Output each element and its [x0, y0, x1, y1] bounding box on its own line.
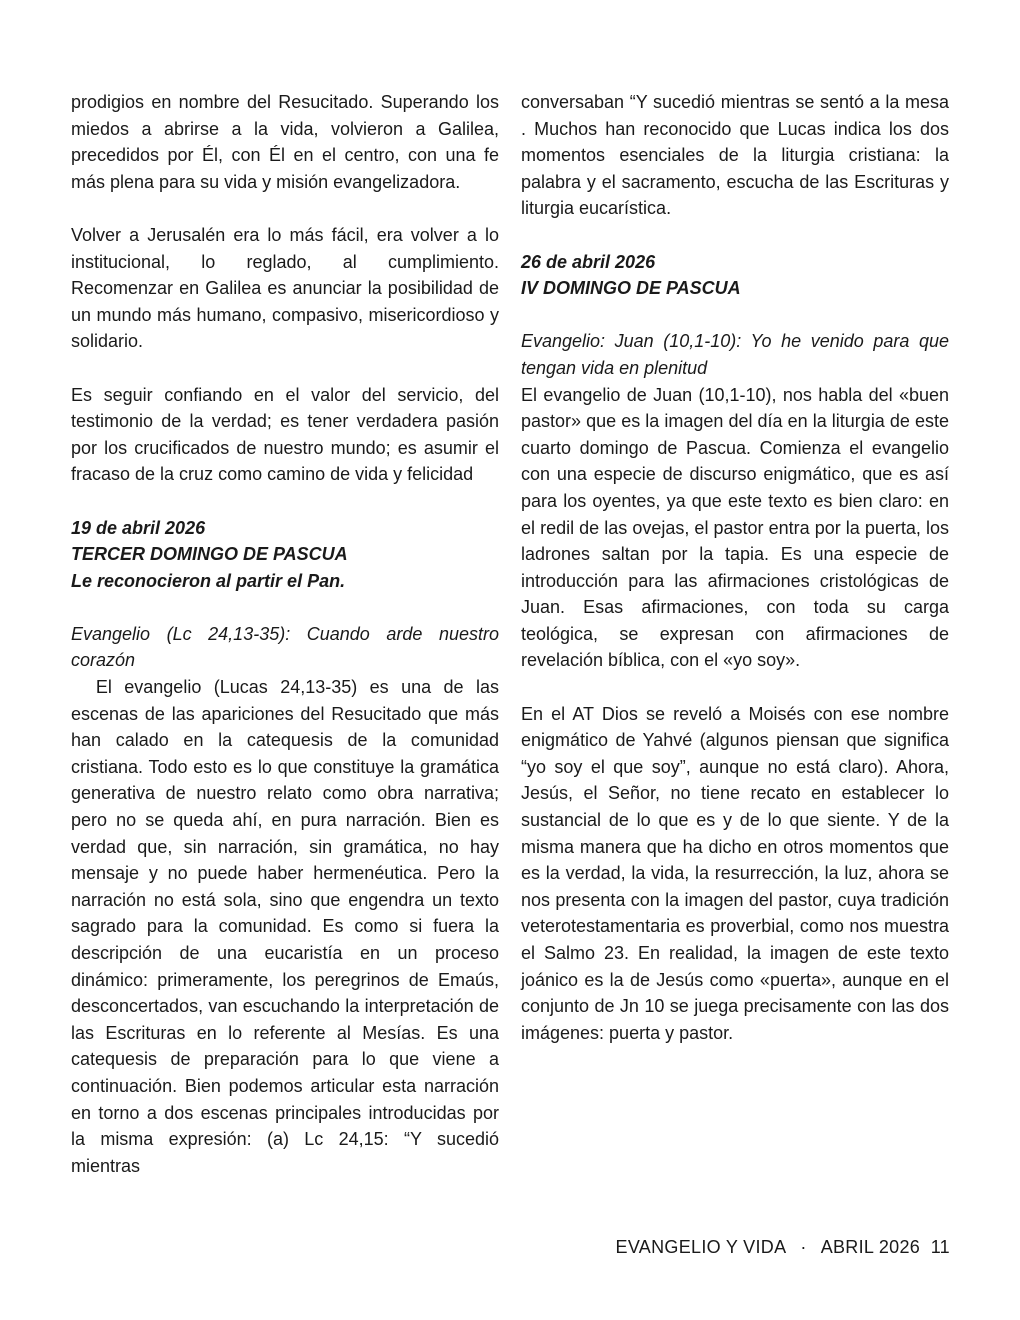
footer-separator: · [800, 1237, 807, 1257]
magazine-name: EVANGELIO Y VIDA [615, 1237, 787, 1257]
paragraph: En el AT Dios se reveló a Moisés con ese nombre enigmático de Yahvé (algunos piensan que significa “yo soy el que soy”, aunque no está claro). Ahora, Jesús, el Señor, no tiene recato en establecer lo sustancial de lo que es y de lo que siente. Y de la misma manera que ha dicho en otros momentos que es la verdad, la vida, la resurrección, la luz, ahora se nos presenta con la imagen del pastor, cuya tradición veterotestamentaria es proverbial, como nos muestra el Salmo 23. En realidad, la imagen de este texto joánico es la de Jesús como «puerta», aunque en el conjunto de Jn 10 se juega precisamente con las dos imágenes: puerta y pastor. [521, 703, 949, 1043]
gospel-reference: Evangelio (Lc 24,13-35): Cuando arde nuestro corazón [71, 623, 499, 671]
right-column [521, 89, 949, 1046]
gospel-reference: Evangelio: Juan (10,1-10): Yo he venido para que tengan vida en plenitud [521, 331, 949, 378]
page-footer [616, 1237, 950, 1258]
paragraph: Es seguir confiando en el valor del servicio, del testimonio de la verdad; es tener verdadera pasión por los crucificados de nuestro mundo; es asumir el fracaso de la cruz como camino de vida y felicidad [71, 384, 499, 485]
section-body: El evangelio (Lucas 24,13-35) es una de las escenas de las apariciones del Resucitado que más han calado en la catequesis de la comunidad cristiana. Todo esto es lo que constituye la gramática generativa de nuestro relato como obra narrativa; pero no se queda ahí, en pura narración. Bien es verdad que, sin narración, sin gramática, no hay mensaje y no puede haber hermenéutica. Pero la narración no está sola, sino que engendra un texto sagrado para la comunidad. Es como si fuera la descripción de una eucaristía en un proceso dinámico: primeramente, los peregrinos de Emaús, desconcertados, van escuchando la interpretación de las Escrituras en lo referente al Mesías. Es una catequesis de preparación para lo que viene a continuación. Bien podemos articular esta narración en torno a dos escenas principales introducidas por la misma expresión: (a) Lc 24,15: “Y sucedió mientras [71, 677, 499, 1176]
left-column [71, 89, 499, 1179]
section-title: IV DOMINGO DE PASCUA [521, 278, 741, 299]
page-number: 11 [930, 1237, 950, 1257]
section-subtitle: Le reconocieron al partir el Pan. [71, 570, 346, 591]
section-title: TERCER DOMINGO DE PASCUA [71, 544, 348, 565]
section-body: El evangelio de Juan (10,1-10), nos habla del «buen pastor» que es la imagen del día en la liturgia de este cuarto domingo de Pascua. Comienza el evangelio con una especie de discurso enigmático, que es así para los oyentes, ya que este texto es bien claro: en el redil de las ovejas, el pastor entra por la puerta, los ladrones saltan por la tapia. Es una especie de introducción para las afirmaciones cristológicas de Juan. Esas afirmaciones, con toda su carga teológica, se expresan con afirmaciones de revelación bíblica, con el «yo soy». [521, 384, 949, 671]
section-date: 26 de abril 2026 [521, 251, 656, 272]
paragraph: Volver a Jerusalén era lo más fácil, era volver a lo institucional, lo reglado, al cumplimiento. Recomenzar en Galilea es anunciar la posibilidad de un mundo más humano, compasivo, misericordioso y solidario. [71, 224, 499, 352]
paragraph: prodigios en nombre del Resucitado. Superando los miedos a abrirse a la vida, volvieron a Galilea, precedidos por Él, con Él en el centro, con una fe más plena para su vida y misión evangelizadora. [71, 92, 499, 192]
paragraph: conversaban “Y sucedió mientras se sentó a la mesa . Muchos han reconocido que Lucas indica los dos momentos esenciales de la liturgia cristiana: la palabra y el sacramento, escucha de las Escrituras y liturgia eucarística. [521, 92, 949, 219]
issue-date: ABRIL 2026 [820, 1237, 921, 1257]
section-date: 19 de abril 2026 [71, 517, 206, 538]
